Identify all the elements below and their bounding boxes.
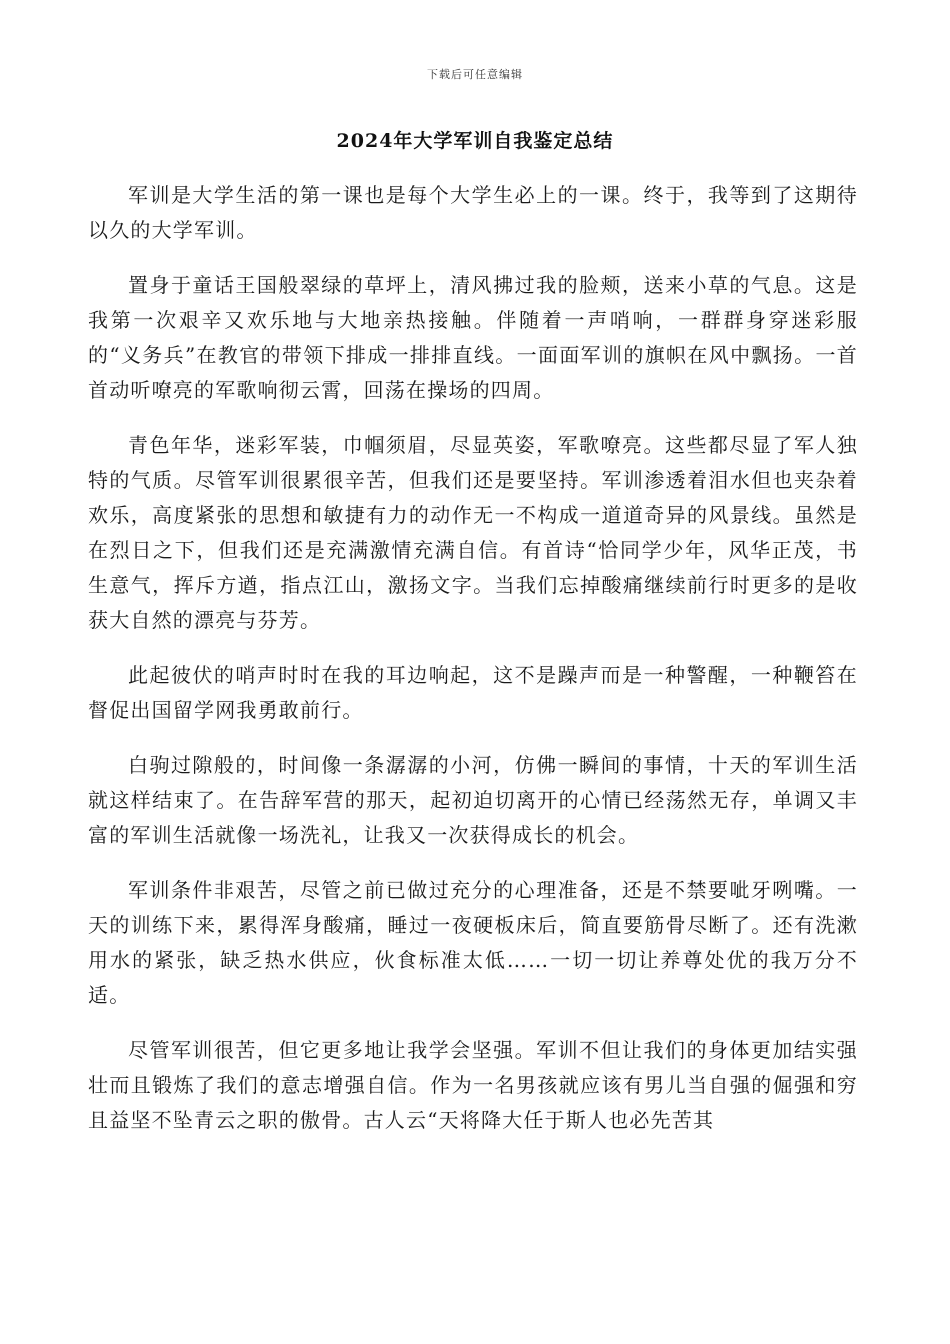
paragraph: 军训条件非艰苦，尽管之前已做过充分的心理准备，还是不禁要呲牙咧嘴。一天的训练下来，累得浑身酸痛，睡过一夜硬板床后，简直要筋骨尽断了。还有洗漱用水的紧张，缺乏热水供应，伙食标准太低……一切一切让养尊处优的我万分不适。: [88, 878, 858, 1007]
paragraph: 军训是大学生活的第一课也是每个大学生必上的一课。终于，我等到了这期待以久的大学军训。: [88, 183, 858, 242]
header-note: 下载后可任意编辑: [427, 68, 523, 81]
paragraph: 青色年华，迷彩军装，巾帼须眉，尽显英姿，军歌嘹亮。这些都尽显了军人独特的气质。尽管军训很累很辛苦，但我们还是要坚持。军训渗透着泪水但也夹杂着欢乐，高度紧张的思想和敏捷有力的动作无一不构成一道道奇异的风景线。虽然是在烈日之下，但我们还是充满激情充满自信。有首诗“恰同学少年，风华正茂，书生意气，挥斥方遒，指点江山，激扬文字。当我们忘掉酸痛继续前行时更多的是收获大自然的漂亮与芬芳。: [88, 433, 858, 632]
paragraph: 尽管军训很苦，但它更多地让我学会坚强。军训不但让我们的身体更加结实强壮而且锻炼了我们的意志增强自信。作为一名男孩就应该有男儿当自强的倔强和穷且益坚不坠青云之职的傲骨。古人云“天将降大任于斯人也必先苦其: [88, 1038, 858, 1132]
document-title: 2024年大学军训自我鉴定总结: [336, 130, 614, 152]
paragraph: 白驹过隙般的，时间像一条潺潺的小河，仿佛一瞬间的事情，十天的军训生活就这样结束了。在告辞军营的那天，起初迫切离开的心情已经荡然无存，单调又丰富的军训生活就像一场洗礼，让我又一次获得成长的机会。: [88, 753, 858, 847]
document-body: [88, 178, 858, 1158]
paragraph: 此起彼伏的哨声时时在我的耳边响起，这不是躁声而是一种警醒，一种鞭笞在督促出国留学网我勇敢前行。: [88, 663, 858, 722]
paragraph: 置身于童话王国般翠绿的草坪上，清风拂过我的脸颊，送来小草的气息。这是我第一次艰辛又欢乐地与大地亲热接触。伴随着一声哨响，一群群身穿迷彩服的“义务兵”在教官的带领下排成一排排直线。一面面军训的旗帜在风中飘扬。一首首动听嘹亮的军歌响彻云霄，回荡在操场的四周。: [88, 273, 858, 402]
